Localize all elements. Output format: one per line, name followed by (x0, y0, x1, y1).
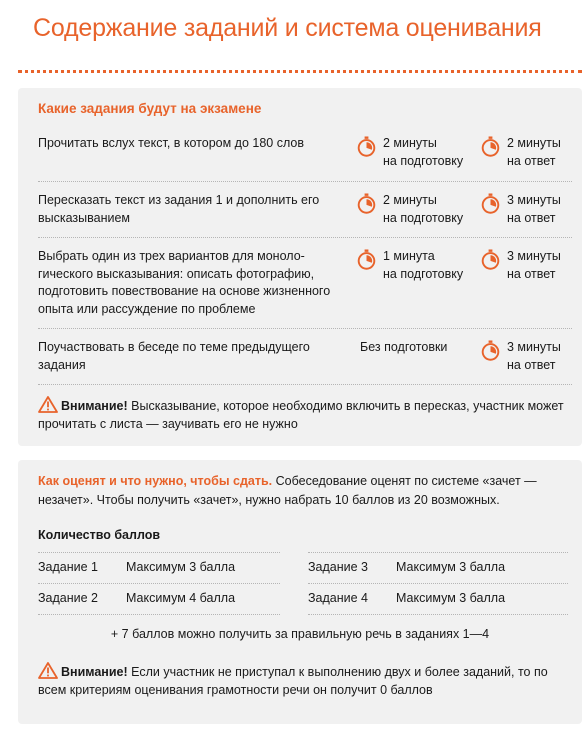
row-divider (308, 614, 568, 615)
row-divider (308, 552, 568, 553)
task-row-3 (38, 248, 570, 322)
score-task: Задание 1 (38, 560, 99, 574)
stopwatch-icon (480, 136, 501, 157)
answer-time-caption: на ответ (507, 357, 556, 372)
row-divider (308, 583, 568, 584)
page-title: Содержание заданий и система оценивания (33, 14, 542, 42)
answer-time-value: 2 минуты (507, 136, 561, 150)
prep-time-caption: на подготовку (383, 266, 464, 281)
task-description: Пересказать текст из задания 1 и дополнить его высказыванием (38, 193, 320, 225)
stopwatch-icon (356, 193, 377, 214)
warning-text: Если участник не приступал к выполнению двух и более заданий, то по всем критериям оценивания грамотности речи он получит 0 баллов (38, 665, 548, 697)
prep-time (356, 248, 463, 283)
prep-time (356, 192, 463, 227)
prep-time (360, 339, 447, 357)
prep-time-caption: на подготовку (383, 153, 464, 168)
answer-time-caption: на ответ (507, 153, 556, 168)
score-task: Задание 4 (308, 591, 369, 605)
task-description: Прочитать вслух текст, в котором до 180 слов (38, 136, 305, 150)
scoring-lead: Как оценят и что нужно, чтобы сдать. (38, 474, 273, 488)
score-max: Максимум 3 балла (126, 560, 236, 574)
task-row-1 (38, 135, 570, 175)
score-max: Максимум 3 балла (396, 591, 506, 605)
warning-label: Внимание! (61, 665, 128, 679)
score-max: Максимум 4 балла (126, 591, 236, 605)
warning-note (38, 662, 570, 699)
title-divider (18, 70, 582, 73)
answer-time (480, 339, 561, 374)
prep-time-caption: на подготовку (383, 210, 464, 225)
warning-text: Высказывание, которое необходимо включить в пересказ, участник может прочитать с листа — заучивать его не нужно (38, 399, 564, 431)
answer-time (480, 135, 561, 170)
tasks-heading: Какие задания будут на экзамене (38, 101, 262, 116)
answer-time-value: 3 минуты (507, 340, 561, 354)
answer-time (480, 248, 561, 283)
score-item-task2 (38, 591, 235, 605)
prep-time-value: Без подготовки (360, 340, 448, 354)
score-task: Задание 2 (38, 591, 99, 605)
task-description: Выбрать один из трех вариантов для монологического высказывания: описать фотографию, подготовить повествование на основе жизненного опыта или рассуждение по проблеме (38, 249, 331, 316)
scores-heading: Количество баллов (38, 528, 161, 542)
scoring-intro (38, 472, 568, 510)
warning-label: Внимание! (61, 399, 128, 413)
score-item-task3 (308, 560, 505, 574)
stopwatch-icon (356, 249, 377, 270)
answer-time-value: 3 минуты (507, 193, 561, 207)
stopwatch-icon (480, 249, 501, 270)
scoring-intro-text: Собеседование оценят по системе «зачет — незачет». Чтобы получить «зачет», нужно набрать 10 баллов из 20 возможных. (38, 474, 537, 507)
answer-time (480, 192, 561, 227)
score-item-task1 (38, 560, 235, 574)
row-divider (38, 328, 572, 329)
row-divider (38, 583, 280, 584)
warning-triangle-icon (38, 396, 58, 413)
answer-time-value: 3 минуты (507, 249, 561, 263)
answer-time-caption: на ответ (507, 210, 556, 225)
warning-triangle-icon (38, 662, 58, 679)
task-description: Поучаствовать в беседе по теме предыдущего задания (38, 340, 310, 372)
prep-time-value: 1 минута (383, 249, 435, 263)
task-row-2 (38, 192, 570, 232)
prep-time (356, 135, 463, 170)
score-item-task4 (308, 591, 505, 605)
prep-time-value: 2 минуты (383, 193, 437, 207)
stopwatch-icon (480, 340, 501, 361)
row-divider (38, 552, 280, 553)
row-divider (38, 181, 572, 182)
score-max: Максимум 3 балла (396, 560, 506, 574)
row-divider (38, 237, 572, 238)
scoring-card (18, 460, 582, 724)
answer-time-caption: на ответ (507, 266, 556, 281)
stopwatch-icon (480, 193, 501, 214)
warning-note (38, 396, 570, 433)
bonus-note: + 7 баллов можно получить за правильную речь в заданиях 1—4 (110, 627, 490, 641)
row-divider (38, 384, 572, 385)
task-row-4 (38, 339, 570, 379)
score-task: Задание 3 (308, 560, 369, 574)
row-divider (38, 614, 280, 615)
prep-time-value: 2 минуты (383, 136, 437, 150)
stopwatch-icon (356, 136, 377, 157)
tasks-card (18, 88, 582, 446)
